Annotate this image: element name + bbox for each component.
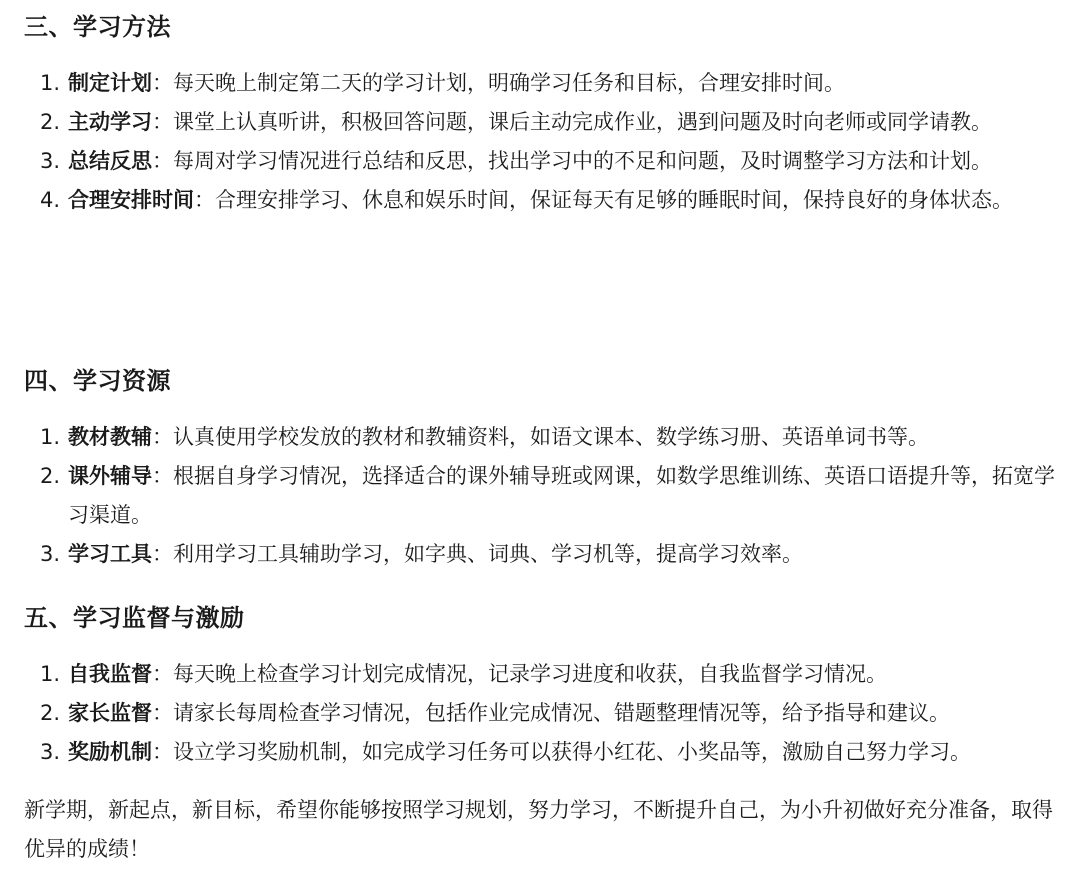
item-term: 课外辅导 xyxy=(68,464,152,488)
section-heading-study-resources: 四、学习资源 xyxy=(24,367,171,395)
item-term: 奖励机制 xyxy=(68,740,152,764)
item-separator: ： xyxy=(152,149,173,173)
list-item xyxy=(24,457,1056,535)
item-number: 1. xyxy=(40,662,61,686)
section-heading-study-methods: 三、学习方法 xyxy=(24,13,171,41)
item-number: 1. xyxy=(40,71,61,95)
study-methods-list xyxy=(24,64,1056,220)
item-number: 2. xyxy=(40,464,61,488)
item-text: 每周对学习情况进行总结和反思，找出学习中的不足和问题，及时调整学习方法和计划。 xyxy=(173,149,992,173)
item-number: 1. xyxy=(40,425,61,449)
item-separator: ： xyxy=(152,701,173,725)
item-number: 3. xyxy=(40,149,61,173)
item-separator: ： xyxy=(152,425,173,449)
item-number: 2. xyxy=(40,110,61,134)
item-text: 合理安排学习、休息和娱乐时间，保证每天有足够的睡眠时间，保持良好的身体状态。 xyxy=(215,188,1013,212)
item-separator: ： xyxy=(152,71,173,95)
item-text: 利用学习工具辅助学习，如字典、词典、学习机等，提高学习效率。 xyxy=(173,542,803,566)
list-item xyxy=(24,103,1056,142)
item-text: 每天晚上检查学习计划完成情况，记录学习进度和收获，自我监督学习情况。 xyxy=(173,662,887,686)
item-number: 3. xyxy=(40,542,61,566)
list-item xyxy=(24,655,1056,694)
item-separator: ： xyxy=(152,740,173,764)
item-text: 每天晚上制定第二天的学习计划，明确学习任务和目标，合理安排时间。 xyxy=(173,71,845,95)
list-item xyxy=(24,181,1056,220)
item-text: 根据自身学习情况，选择适合的课外辅导班或网课，如数学思维训练、英语口语提升等，拓宽学习渠道。 xyxy=(68,464,1055,527)
item-term: 制定计划 xyxy=(68,71,152,95)
item-term: 总结反思 xyxy=(68,149,152,173)
item-number: 2. xyxy=(40,701,61,725)
list-item xyxy=(24,535,1056,574)
list-item xyxy=(24,142,1056,181)
item-separator: ： xyxy=(152,464,173,488)
item-term: 合理安排时间 xyxy=(68,188,194,212)
item-term: 教材教辅 xyxy=(68,425,152,449)
closing-paragraph: 新学期，新起点，新目标，希望你能够按照学习规划，努力学习，不断提升自己，为小升初做好充分准备，取得优异的成绩！ xyxy=(24,798,1053,861)
item-term: 主动学习 xyxy=(68,110,152,134)
study-resources-list xyxy=(24,418,1056,574)
item-separator: ： xyxy=(194,188,215,212)
item-separator: ： xyxy=(152,110,173,134)
item-separator: ： xyxy=(152,662,173,686)
section-heading-supervision-incentives: 五、学习监督与激励 xyxy=(24,604,245,632)
supervision-incentives-list xyxy=(24,655,1056,772)
item-text: 课堂上认真听讲，积极回答问题，课后主动完成作业，遇到问题及时向老师或同学请教。 xyxy=(173,110,992,134)
item-term: 家长监督 xyxy=(68,701,152,725)
list-item xyxy=(24,733,1056,772)
item-text: 请家长每周检查学习情况，包括作业完成情况、错题整理情况等，给予指导和建议。 xyxy=(173,701,950,725)
list-item xyxy=(24,694,1056,733)
item-separator: ： xyxy=(152,542,173,566)
item-term: 学习工具 xyxy=(68,542,152,566)
item-term: 自我监督 xyxy=(68,662,152,686)
item-number: 3. xyxy=(40,740,61,764)
item-text: 认真使用学校发放的教材和教辅资料，如语文课本、数学练习册、英语单词书等。 xyxy=(173,425,929,449)
item-number: 4. xyxy=(40,188,61,212)
item-text: 设立学习奖励机制，如完成学习任务可以获得小红花、小奖品等，激励自己努力学习。 xyxy=(173,740,971,764)
list-item xyxy=(24,64,1056,103)
list-item xyxy=(24,418,1056,457)
